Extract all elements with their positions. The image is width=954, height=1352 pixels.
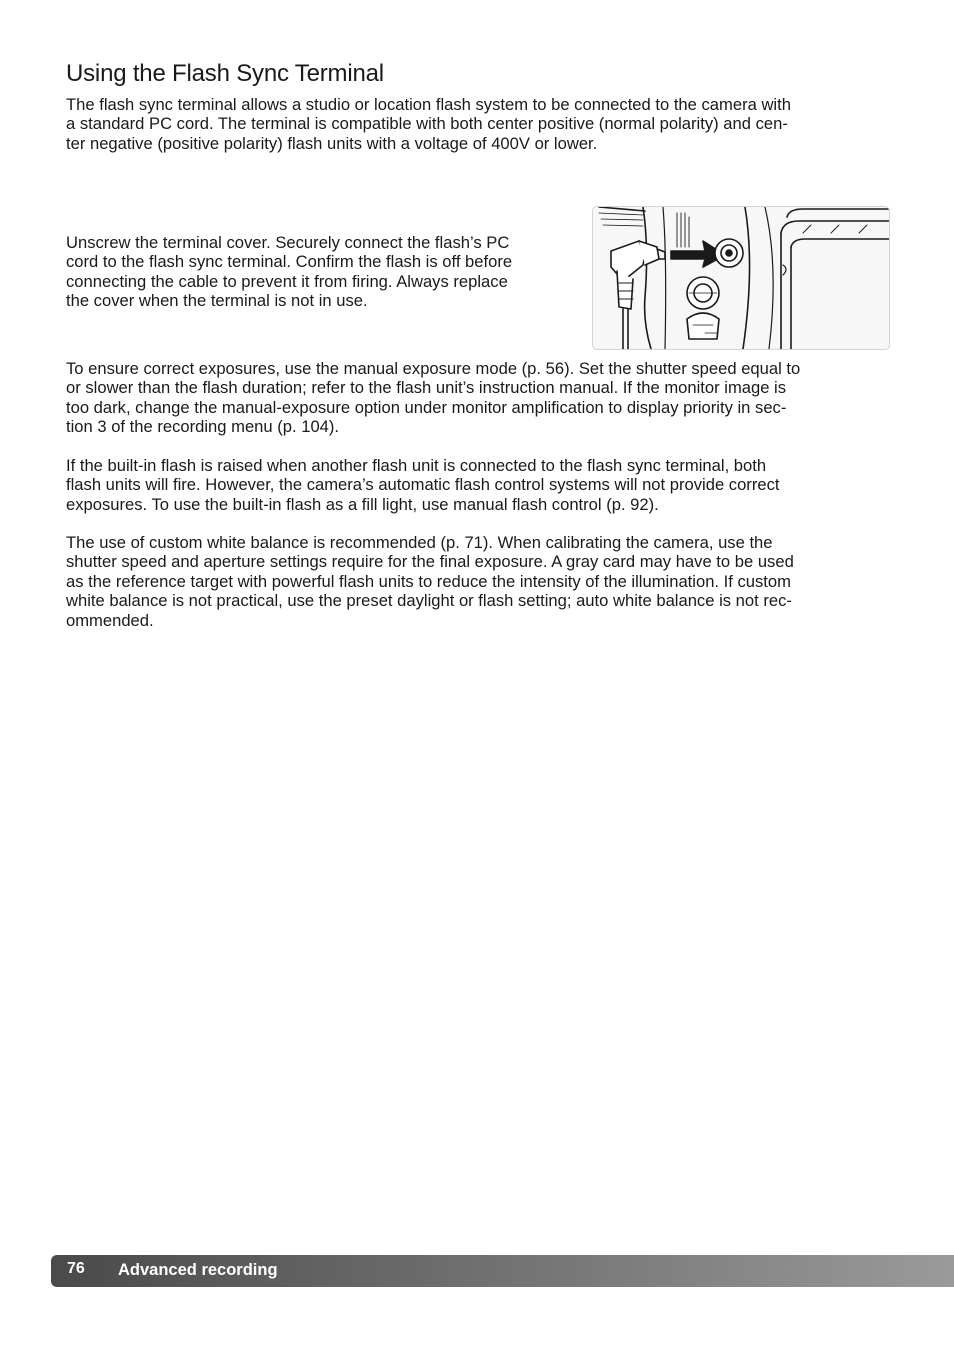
intro-line: a standard PC cord. The terminal is compatible with both center positive (normal polarity) and cen-	[66, 114, 788, 134]
pc-cord-connection-illustration	[592, 206, 890, 350]
builtin-flash-line: exposures. To use the built-in flash as a fill light, use manual flash control (p. 92).	[66, 494, 659, 514]
exposure-line: To ensure correct exposures, use the manual exposure mode (p. 56). Set the shutter speed equal to	[66, 359, 801, 378]
connection-instructions	[66, 233, 576, 311]
white-balance-line: ommended.	[66, 610, 154, 630]
section-name: Advanced recording	[118, 1261, 278, 1279]
page-number: 76	[67, 1260, 85, 1277]
instruction-line: cord to the flash sync terminal. Confirm the flash is off before	[66, 252, 513, 272]
exposure-paragraph	[66, 359, 888, 437]
intro-paragraph	[66, 95, 888, 153]
builtin-flash-line: If the built-in flash is raised when another flash unit is connected to the flash sync terminal, both	[66, 456, 767, 475]
white-balance-line: shutter speed and aperture settings require for the final exposure. A gray card may have to be used	[66, 552, 794, 572]
instruction-line: connecting the cable to prevent it from firing. Always replace	[66, 271, 508, 291]
exposure-line: tion 3 of the recording menu (p. 104).	[66, 417, 340, 437]
builtin-flash-line: flash units will fire. However, the camera’s automatic flash control systems will not provide correct	[66, 475, 780, 495]
exposure-line: or slower than the flash duration; refer to the flash unit’s instruction manual. If the monitor image is	[66, 378, 787, 398]
intro-line: ter negative (positive polarity) flash units with a voltage of 400V or lower.	[66, 133, 598, 153]
page-title: Using the Flash Sync Terminal	[66, 60, 384, 87]
white-balance-line: as the reference target with powerful flash units to reduce the intensity of the illumination. If custom	[66, 571, 791, 591]
intro-line: The flash sync terminal allows a studio or location flash system to be connected to the camera with	[66, 95, 791, 114]
instruction-line: the cover when the terminal is not in use.	[66, 291, 368, 311]
white-balance-line: white balance is not practical, use the preset daylight or flash setting; auto white balance is not rec-	[66, 591, 792, 611]
exposure-line: too dark, change the manual-exposure option under monitor amplification to display priority in sec-	[66, 397, 787, 417]
instruction-line: Unscrew the terminal cover. Securely connect the flash’s PC	[66, 233, 510, 252]
builtin-flash-paragraph	[66, 456, 888, 514]
white-balance-line: The use of custom white balance is recommended (p. 71). When calibrating the camera, use the	[66, 533, 773, 552]
white-balance-paragraph	[66, 533, 888, 630]
